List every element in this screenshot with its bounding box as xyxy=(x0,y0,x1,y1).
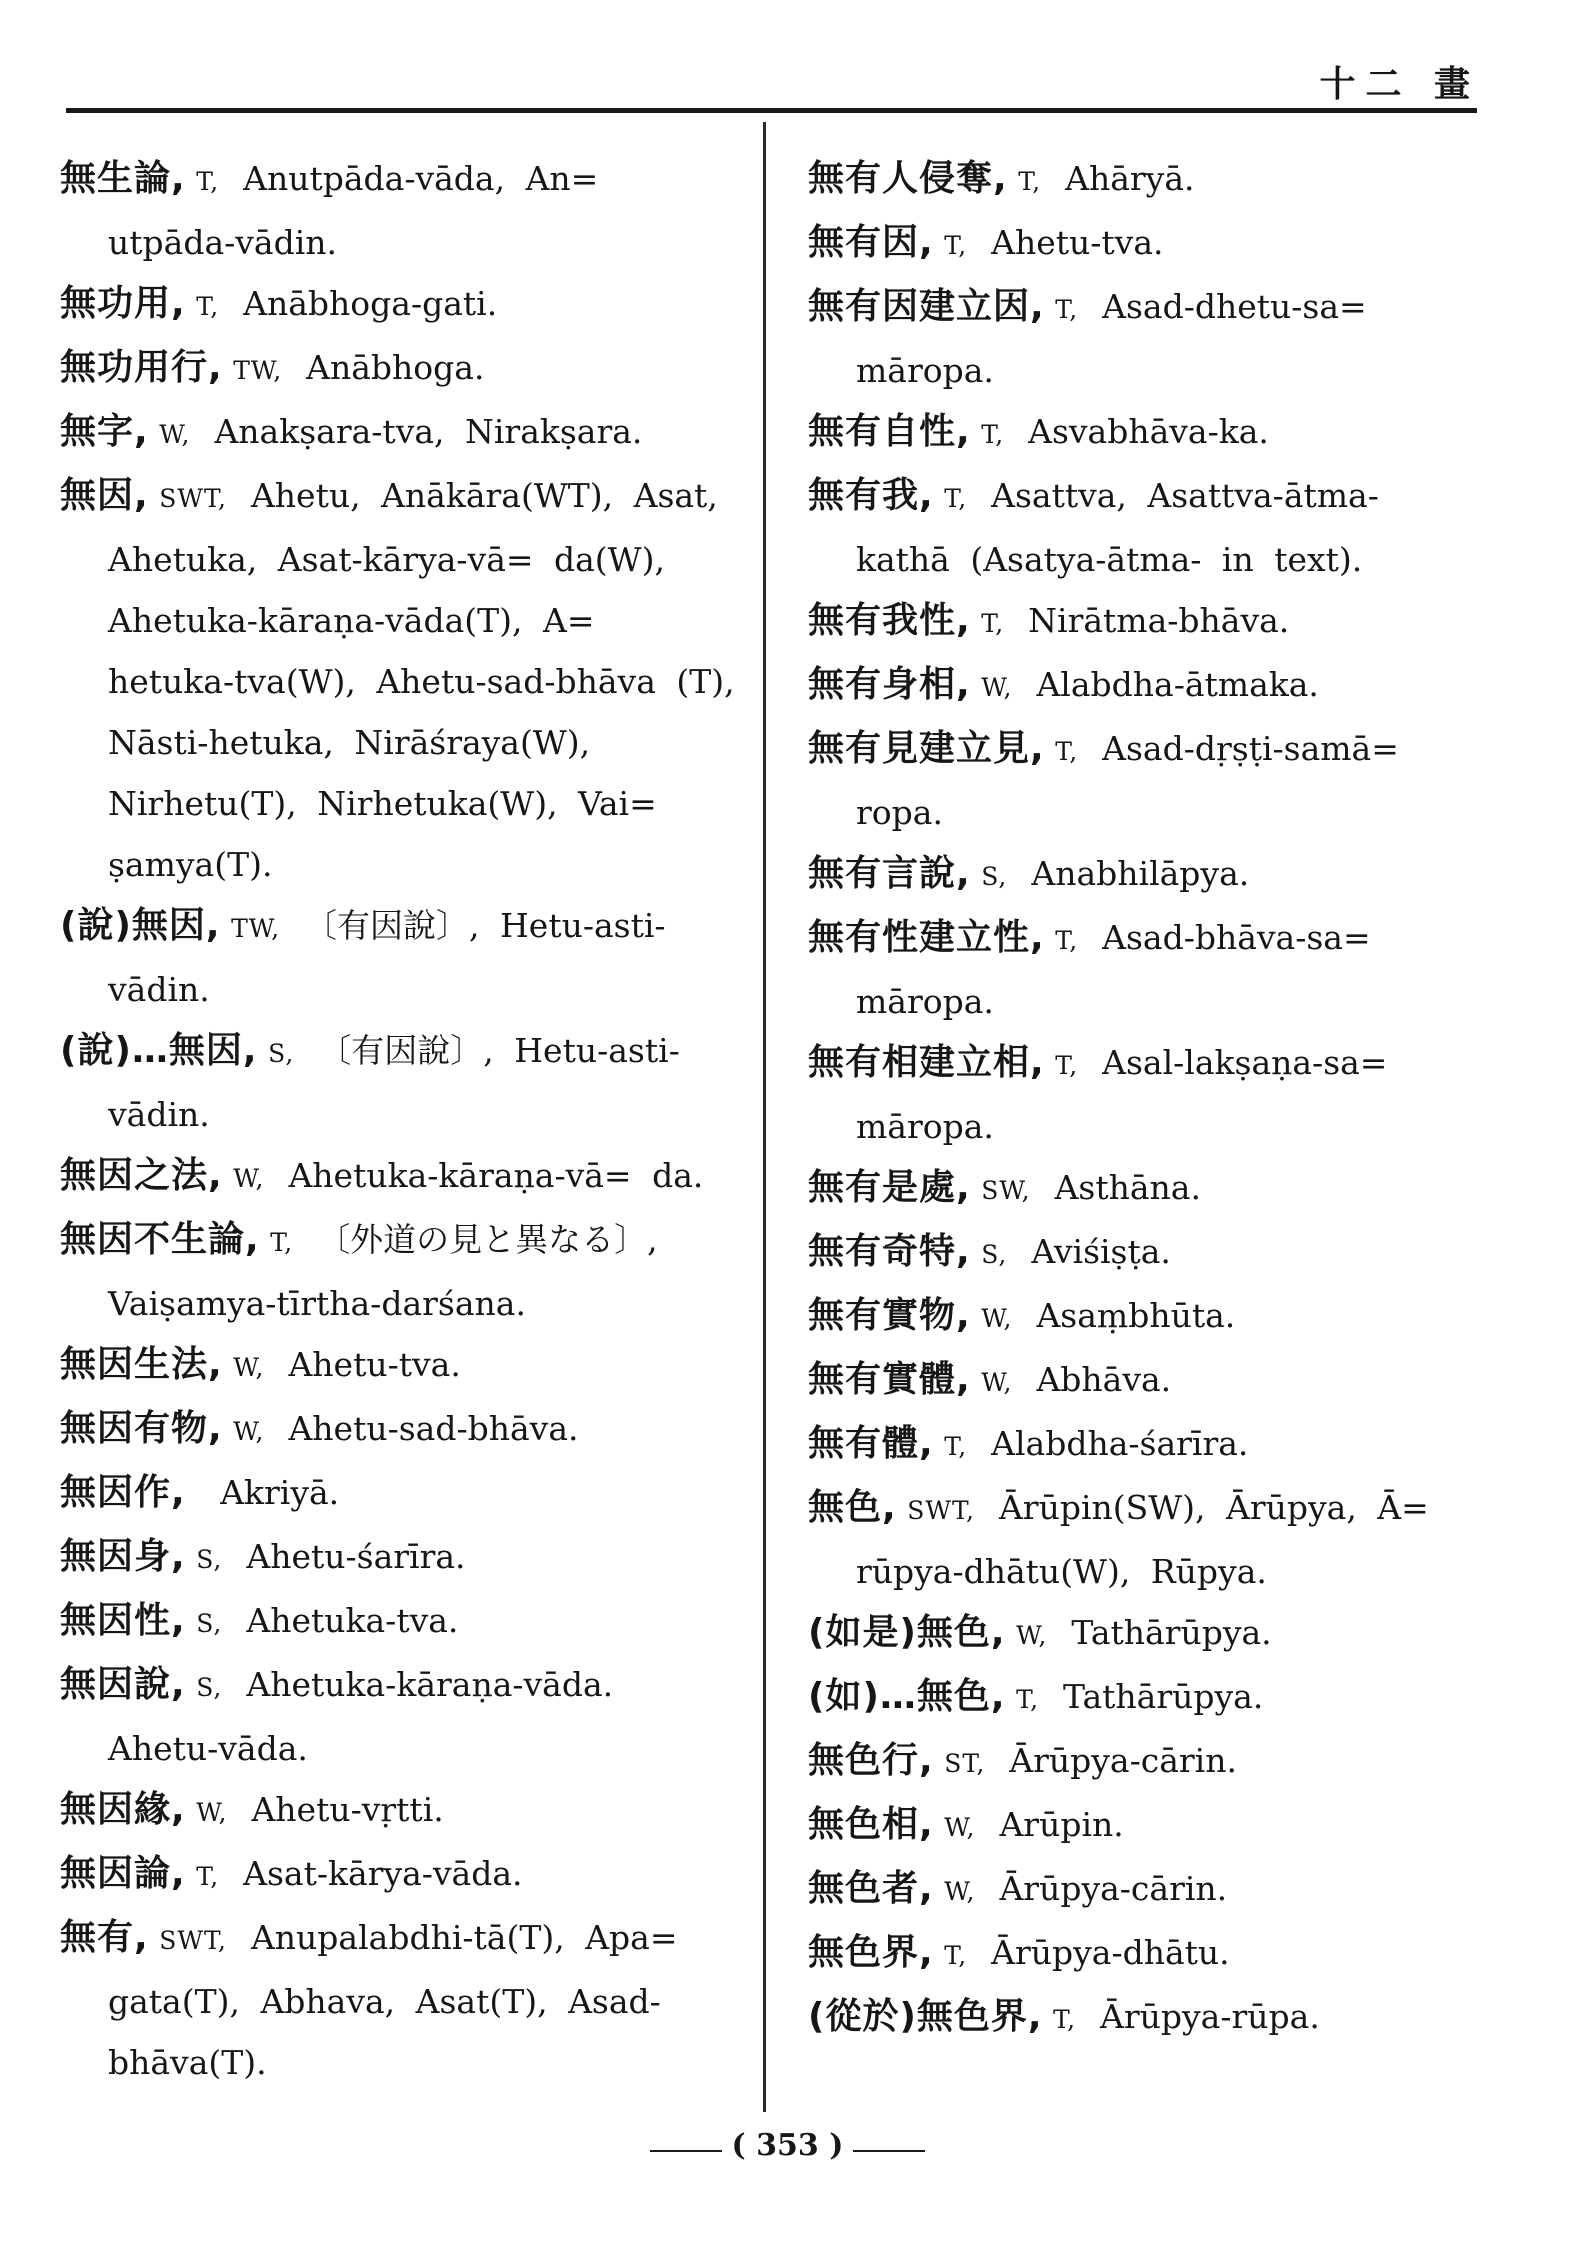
entry-headword: (從於)無色界, xyxy=(808,1996,1043,2037)
entry-source: W, xyxy=(944,1813,976,1842)
entry-source: W, xyxy=(944,1877,976,1906)
entry-headword: 無有相建立相, xyxy=(808,1042,1045,1083)
dictionary-entry xyxy=(808,590,1488,654)
dictionary-entry xyxy=(808,907,1488,1032)
entry-sanskrit: Ahetu-tva. xyxy=(991,223,1164,262)
entry-sanskrit: Anutpāda-vāda, An= utpāda-vādin. xyxy=(108,159,599,262)
entry-sanskrit: Ahetu-vṛtti. xyxy=(251,1790,444,1829)
entry-sanskrit: Asad-dhetu-sa= māropa. xyxy=(856,287,1367,390)
entry-source: S, xyxy=(196,1609,223,1638)
dictionary-entry xyxy=(808,1477,1488,1602)
dictionary-entry xyxy=(808,1285,1488,1349)
header-rule xyxy=(66,108,1477,113)
entry-headword: 無有體, xyxy=(808,1423,934,1464)
entry-sanskrit: Anupalabdhi-tā(T), Apa= gata(T), Abhava, Asat(T), Asad- bhāva(T). xyxy=(108,1918,678,2082)
entry-headword: 無有實物, xyxy=(808,1295,971,1336)
entry-source: T, xyxy=(944,1432,968,1461)
entry-headword: 無有, xyxy=(60,1917,149,1958)
dictionary-entry xyxy=(808,1221,1488,1285)
entry-source: T, xyxy=(981,420,1005,449)
entry-headword: (說)…無因, xyxy=(60,1030,258,1071)
entry-source: W, xyxy=(233,1353,265,1382)
dictionary-entry xyxy=(60,1843,740,1907)
dictionary-entry xyxy=(808,1349,1488,1413)
dictionary-entry xyxy=(60,1020,740,1145)
entry-source: W, xyxy=(233,1164,265,1193)
entry-sanskrit: 〔外道の見と異なる〕, Vaiṣamya-tīrtha-darśana. xyxy=(108,1220,658,1323)
entry-sanskrit: 〔有因說〕, Hetu-asti- vādin. xyxy=(108,1031,680,1134)
entry-source: W, xyxy=(159,420,191,449)
dictionary-entry xyxy=(60,1654,740,1779)
dictionary-entry xyxy=(60,1398,740,1462)
entry-sanskrit: Ahetuka-tva. xyxy=(246,1601,459,1640)
dictionary-entry xyxy=(808,654,1488,718)
entry-source: S, xyxy=(981,1240,1008,1269)
left-column xyxy=(60,148,740,2093)
entry-headword: 無有言說, xyxy=(808,853,971,894)
entry-headword: 無有因, xyxy=(808,222,934,263)
entry-source: T, xyxy=(944,484,968,513)
entry-headword: 無因有物, xyxy=(60,1408,223,1449)
dictionary-entry xyxy=(808,1922,1488,1986)
dictionary-entry xyxy=(808,1602,1488,1666)
entry-sanskrit: Alabdha-ātmaka. xyxy=(1036,665,1319,704)
entry-sanskrit: Ārūpin(SW), Ārūpya, Ā= rūpya-dhātu(W), Rūpya. xyxy=(856,1488,1429,1591)
entry-sanskrit: Ahetu-sad-bhāva. xyxy=(288,1409,579,1448)
entry-source: W, xyxy=(981,1304,1013,1333)
entry-source: SWT, xyxy=(159,484,227,513)
entry-headword: 無有因建立因, xyxy=(808,286,1045,327)
dictionary-entry xyxy=(808,1666,1488,1730)
dictionary-entry xyxy=(60,465,740,895)
entry-source: T, xyxy=(1055,926,1079,955)
entry-sanskrit: Ahetu-śarīra. xyxy=(246,1537,466,1576)
entry-source: T, xyxy=(196,292,220,321)
dictionary-entry xyxy=(60,1526,740,1590)
dictionary-entry xyxy=(60,1907,740,2093)
entry-source: T, xyxy=(1018,167,1042,196)
entry-sanskrit: Asaṃbhūta. xyxy=(1036,1296,1236,1335)
entry-headword: 無有見建立見, xyxy=(808,728,1045,769)
entry-headword: 無色相, xyxy=(808,1804,934,1845)
dictionary-entry xyxy=(808,718,1488,843)
entry-headword: 無色行, xyxy=(808,1740,934,1781)
dictionary-entry xyxy=(808,1730,1488,1794)
entry-sanskrit: Anabhilāpya. xyxy=(1031,854,1250,893)
entry-sanskrit: Ārūpya-cārin. xyxy=(999,1869,1228,1908)
entry-sanskrit: Nirātma-bhāva. xyxy=(1028,601,1290,640)
entry-headword: 無因, xyxy=(60,475,149,516)
entry-sanskrit: Asvabhāva-ka. xyxy=(1028,412,1269,451)
entry-source: W, xyxy=(981,673,1013,702)
dictionary-entry xyxy=(808,401,1488,465)
entry-sanskrit: Abhāva. xyxy=(1036,1360,1172,1399)
entry-source: W, xyxy=(233,1417,265,1446)
entry-source: T, xyxy=(1055,1051,1079,1080)
entry-sanskrit: Akriyā. xyxy=(220,1473,340,1512)
dictionary-entry xyxy=(808,1413,1488,1477)
dictionary-entry xyxy=(808,465,1488,590)
entry-source: SWT, xyxy=(159,1926,227,1955)
entry-source: SW, xyxy=(981,1176,1031,1205)
entry-source: S, xyxy=(981,862,1008,891)
dictionary-entry xyxy=(60,148,740,273)
dictionary-entry xyxy=(60,1779,740,1843)
entry-headword: 無因說, xyxy=(60,1664,186,1705)
footer-dash-left xyxy=(650,2150,722,2152)
entry-headword: 無功用行, xyxy=(60,347,223,388)
dictionary-entry xyxy=(808,148,1488,212)
entry-source: T, xyxy=(944,1941,968,1970)
dictionary-entry xyxy=(808,1858,1488,1922)
entry-source: T, xyxy=(196,167,220,196)
dictionary-entry xyxy=(808,1032,1488,1157)
dictionary-entry xyxy=(808,276,1488,401)
entry-headword: 無字, xyxy=(60,411,149,452)
entry-sanskrit: Asad-dṛṣṭi-samā= ropa. xyxy=(856,729,1399,832)
entry-headword: 無有性建立性, xyxy=(808,917,1045,958)
entry-headword: 無有奇特, xyxy=(808,1231,971,1272)
dictionary-entry xyxy=(60,337,740,401)
right-column xyxy=(808,148,1488,2050)
entry-sanskrit: Ārūpya-dhātu. xyxy=(991,1933,1230,1972)
entry-sanskrit: Ahetuka-kāraṇa-vāda. Ahetu-vāda. xyxy=(108,1665,614,1768)
entry-sanskrit: Ārūpya-rūpa. xyxy=(1100,1997,1320,2036)
entry-sanskrit: Tathārūpya. xyxy=(1071,1613,1272,1652)
entry-headword: (如)…無色, xyxy=(808,1676,1006,1717)
entry-headword: 無功用, xyxy=(60,283,186,324)
entry-source: TW, xyxy=(233,356,283,385)
dictionary-entry xyxy=(60,895,740,1020)
entry-sanskrit: Anābhoga. xyxy=(306,348,485,387)
entry-headword: 無因身, xyxy=(60,1536,186,1577)
entry-sanskrit: 〔有因說〕, Hetu-asti- vādin. xyxy=(108,906,666,1009)
entry-sanskrit: Asat-kārya-vāda. xyxy=(243,1854,523,1893)
entry-headword: 無色, xyxy=(808,1487,897,1528)
entry-sanskrit: Anābhoga-gati. xyxy=(243,284,498,323)
entry-source: T, xyxy=(1055,295,1079,324)
entry-headword: 無有我性, xyxy=(808,600,971,641)
entry-headword: 無因作, xyxy=(60,1472,186,1513)
entry-sanskrit: Asad-bhāva-sa= māropa. xyxy=(856,918,1371,1021)
dictionary-entry xyxy=(808,1986,1488,2050)
entry-source: W, xyxy=(981,1368,1013,1397)
entry-sanskrit: Asal-lakṣaṇa-sa= māropa. xyxy=(856,1043,1388,1146)
entry-source: T, xyxy=(270,1228,294,1257)
entry-headword: 無生論, xyxy=(60,158,186,199)
entry-sanskrit: Asthāna. xyxy=(1054,1168,1201,1207)
entry-headword: (說)無因, xyxy=(60,905,221,946)
page-footer xyxy=(0,2128,1575,2178)
entry-sanskrit: Aviśiṣṭa. xyxy=(1031,1232,1171,1271)
entry-source: S, xyxy=(196,1673,223,1702)
dictionary-entry xyxy=(808,212,1488,276)
entry-headword: 無因不生論, xyxy=(60,1219,260,1260)
dictionary-entry xyxy=(808,1794,1488,1858)
entry-sanskrit: Ahetu-tva. xyxy=(288,1345,461,1384)
entry-headword: 無因性, xyxy=(60,1600,186,1641)
entry-headword: 無有自性, xyxy=(808,411,971,452)
dictionary-entry xyxy=(808,1157,1488,1221)
entry-source: ST, xyxy=(944,1749,986,1778)
dictionary-entry xyxy=(60,273,740,337)
page-number: ( 353 ) xyxy=(731,2128,844,2163)
entry-sanskrit: Ahāryā. xyxy=(1065,159,1195,198)
running-head: 十二 畫 xyxy=(1319,63,1480,105)
entry-source: T, xyxy=(981,609,1005,638)
dictionary-entry xyxy=(60,1209,740,1334)
entry-sanskrit: Anakṣara-tva, Nirakṣara. xyxy=(214,412,643,451)
entry-headword: 無有是處, xyxy=(808,1167,971,1208)
entry-source: W, xyxy=(1016,1621,1048,1650)
entry-headword: 無有實體, xyxy=(808,1359,971,1400)
entry-source: S, xyxy=(196,1545,223,1574)
entry-headword: 無色者, xyxy=(808,1868,934,1909)
dictionary-entry xyxy=(60,1334,740,1398)
entry-source: T, xyxy=(1016,1685,1040,1714)
entry-sanskrit: Ahetu, Anākāra(WT), Asat, Ahetuka, Asat-kārya-vā= da(W), Ahetuka-kāraṇa-vāda(T), A= hetuka-tva(W), Ahetu-sad-bhāva (T), Nāsti-hetuka, Nirāśraya(W), Nirhetu(T), Nirhetuka(W), Vai= ṣamya(T). xyxy=(108,476,735,884)
entry-headword: 無有人侵奪, xyxy=(808,158,1008,199)
dictionary-entry xyxy=(60,1590,740,1654)
page-header xyxy=(0,0,1575,120)
entry-source: SWT, xyxy=(907,1496,975,1525)
entry-source: S, xyxy=(268,1039,295,1068)
entry-source: T, xyxy=(196,1862,220,1891)
entry-source: W, xyxy=(196,1798,228,1827)
entry-sanskrit: Alabdha-śarīra. xyxy=(991,1424,1249,1463)
entry-sanskrit: Asattva, Asattva-ātma- kathā (Asatya-ātma- in text). xyxy=(856,476,1379,579)
entry-source: T, xyxy=(944,231,968,260)
entry-headword: 無色界, xyxy=(808,1932,934,1973)
entry-headword: 無因之法, xyxy=(60,1155,223,1196)
footer-dash-right xyxy=(853,2150,925,2152)
entry-source: TW, xyxy=(231,914,281,943)
entry-sanskrit: Arūpin. xyxy=(999,1805,1124,1844)
dictionary-entry xyxy=(60,1145,740,1209)
entry-sanskrit: Tathārūpya. xyxy=(1063,1677,1264,1716)
entry-source: T, xyxy=(1055,737,1079,766)
entry-headword: 無有身相, xyxy=(808,664,971,705)
entry-headword: 無因生法, xyxy=(60,1344,223,1385)
entry-source: T, xyxy=(1053,2005,1077,2034)
dictionary-entry xyxy=(808,843,1488,907)
entry-headword: 無有我, xyxy=(808,475,934,516)
dictionary-entry xyxy=(60,401,740,465)
dictionary-entry xyxy=(60,1462,740,1526)
column-divider xyxy=(763,122,766,2112)
entry-sanskrit: Ārūpya-cārin. xyxy=(1009,1741,1237,1780)
entry-headword: (如是)無色, xyxy=(808,1612,1006,1653)
entry-headword: 無因論, xyxy=(60,1853,186,1894)
entry-sanskrit: Ahetuka-kāraṇa-vā= da. xyxy=(288,1156,704,1195)
entry-headword: 無因緣, xyxy=(60,1789,186,1830)
